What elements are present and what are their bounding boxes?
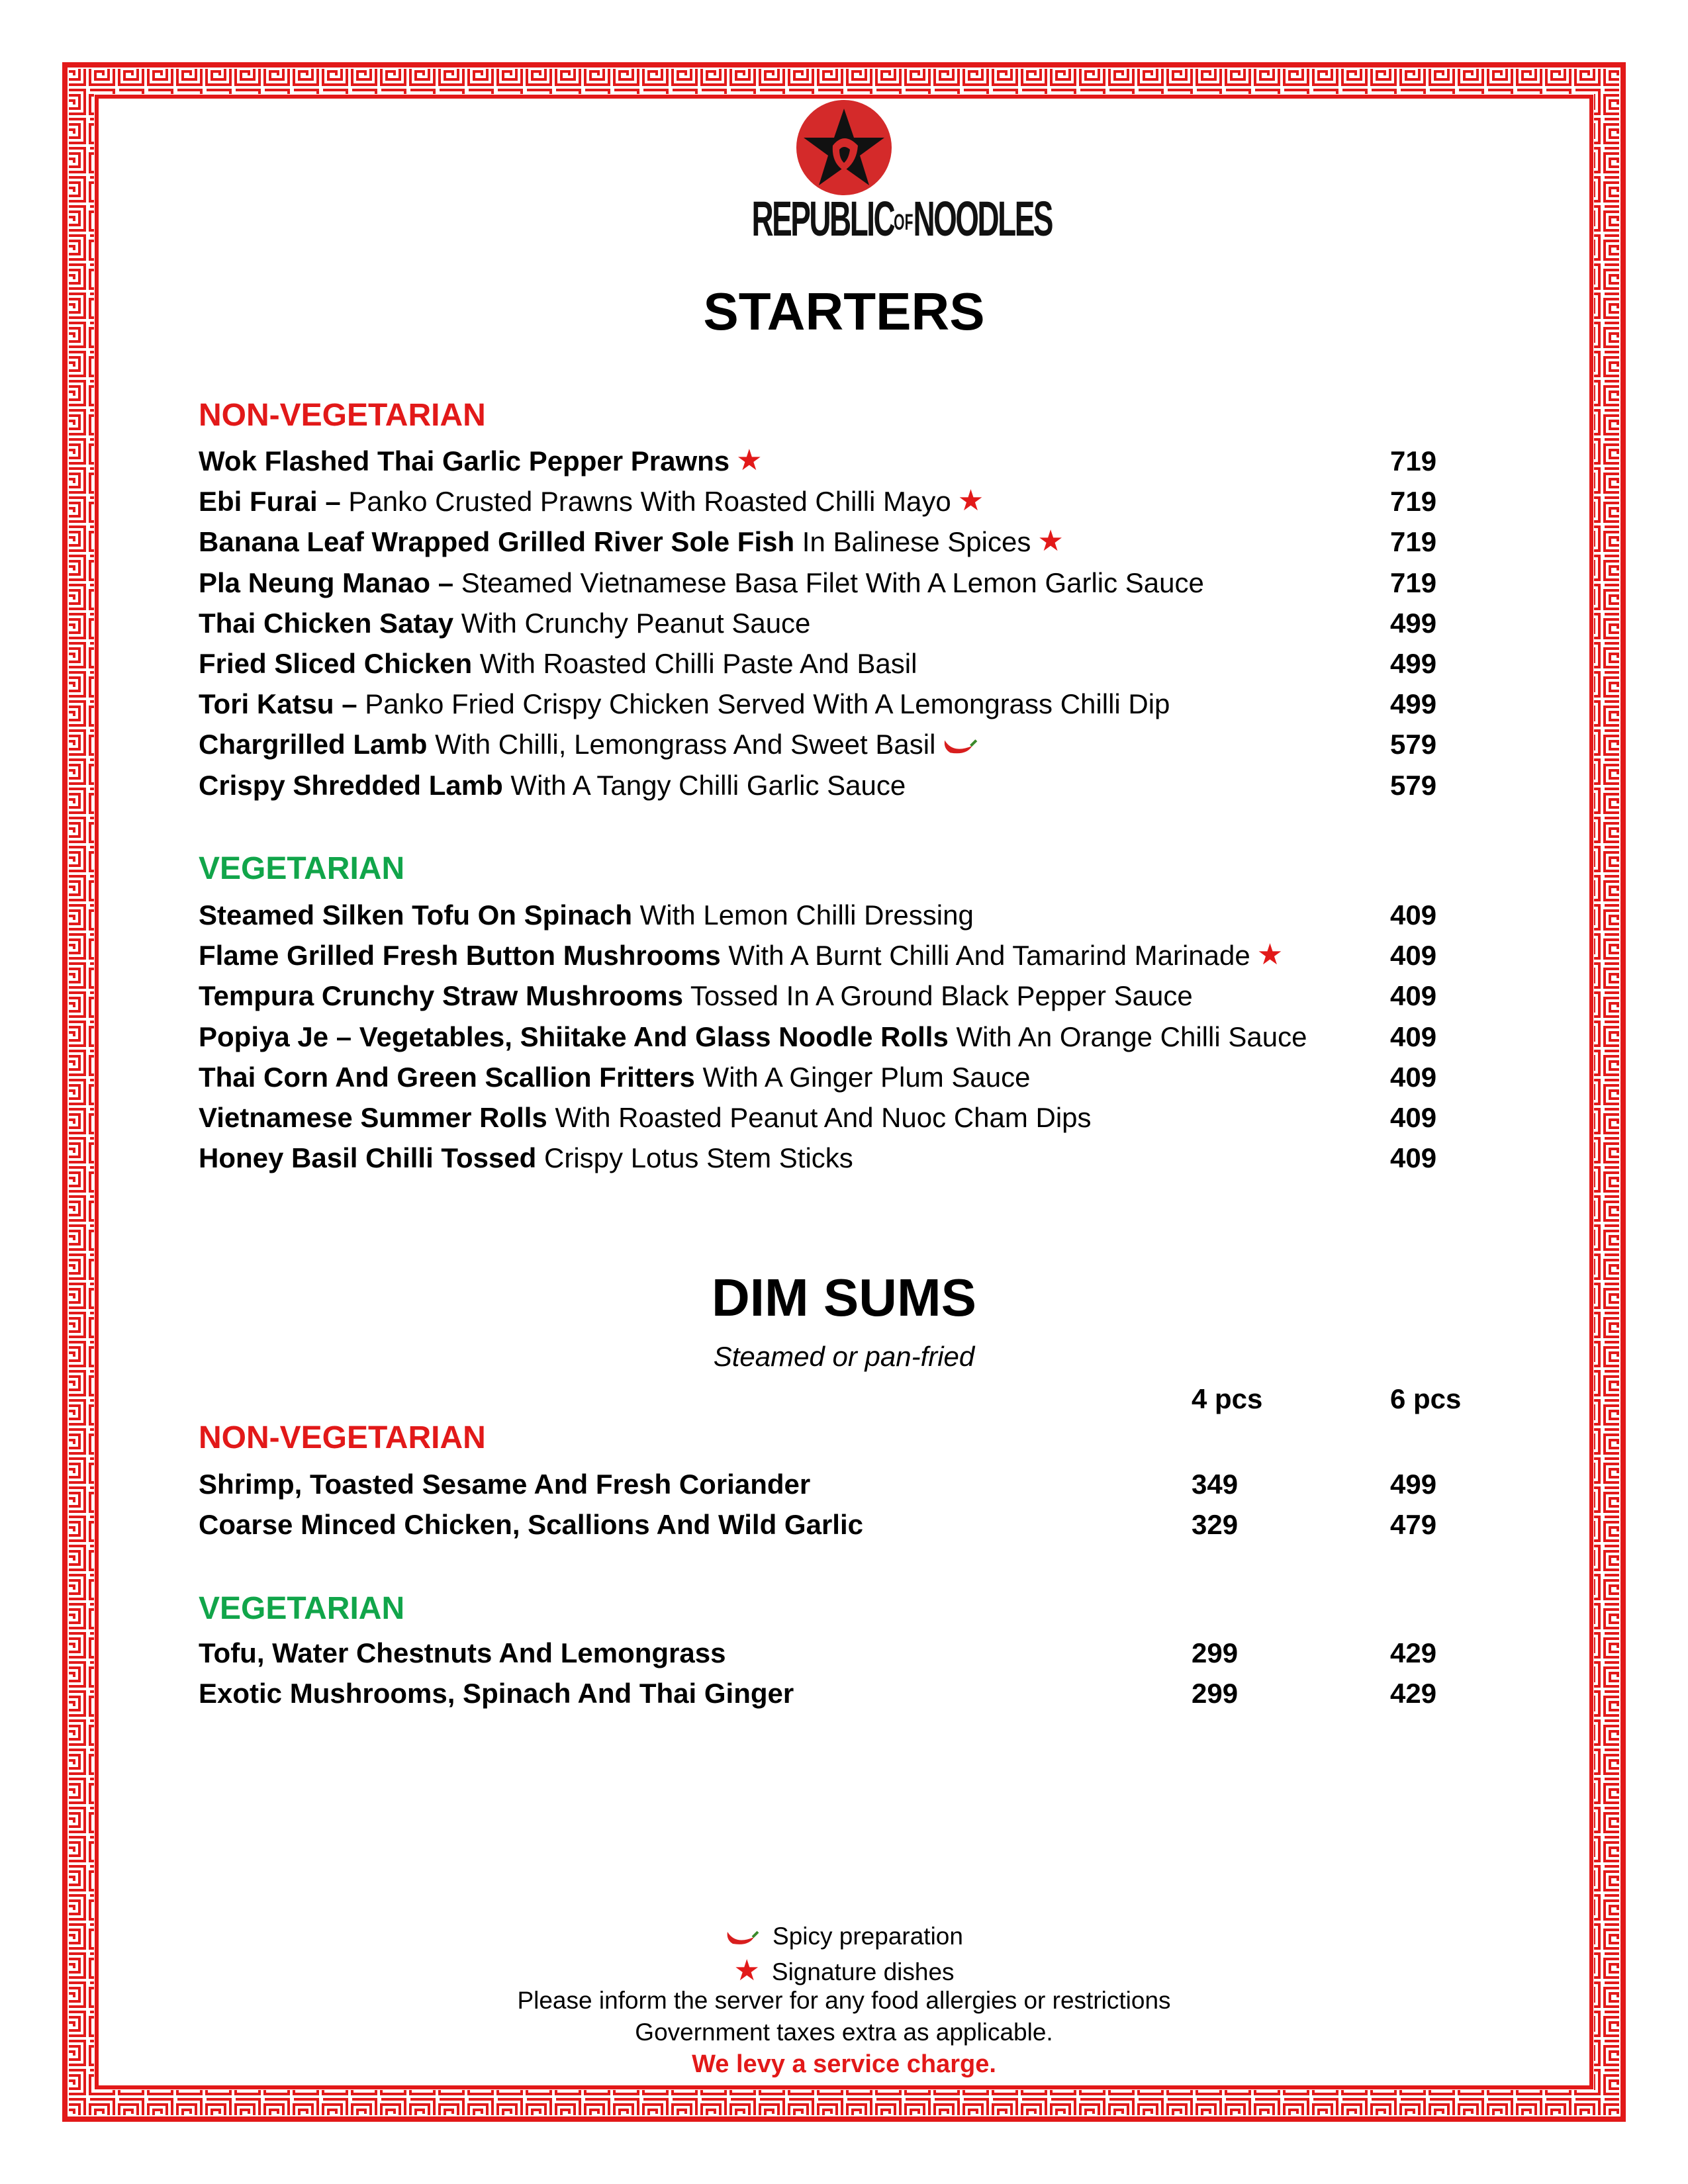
dimsum-item-name: Tofu, Water Chestnuts And Lemongrass	[199, 1637, 726, 1668]
menu-item	[199, 525, 1064, 558]
menu-item-price: 719	[1390, 567, 1437, 598]
menu-item	[199, 607, 811, 639]
menu-item	[199, 769, 906, 801]
star-icon: ★	[736, 443, 763, 477]
subhead-starters-nonveg: NON-VEGETARIAN	[199, 398, 486, 433]
menu-item-price: 579	[1390, 769, 1437, 801]
menu-item-name: Fried Sliced Chicken	[199, 648, 473, 679]
menu-item	[199, 443, 763, 477]
dimsums-col-4pcs: 4 pcs	[1192, 1383, 1263, 1414]
menu-item-name: Ebi Furai –	[199, 486, 341, 518]
menu-item-price: 409	[1390, 1102, 1437, 1133]
menu-item	[199, 731, 979, 758]
menu-item	[199, 1104, 1092, 1132]
dimsums-subtitle: Steamed or pan-fried	[713, 1341, 975, 1372]
menu-item	[199, 901, 974, 929]
menu-item-name: Steamed Silken Tofu On Spinach	[199, 899, 632, 931]
dimsum-price-6pcs: 479	[1390, 1509, 1437, 1540]
menu-item-description: Panko Fried Crispy Chicken Served With A Lemongrass Chilli Dip	[357, 688, 1170, 720]
menu-item	[199, 1023, 1307, 1051]
dimsum-price-4pcs: 299	[1192, 1637, 1239, 1668]
menu-item-price: 719	[1390, 486, 1437, 518]
menu-item-price: 409	[1390, 1142, 1437, 1174]
star-icon: ★	[1037, 525, 1064, 558]
menu-item	[199, 1061, 1031, 1093]
menu-item-description: Crispy Lotus Stem Sticks	[536, 1142, 853, 1174]
menu-item-description: With Lemon Chilli Dressing	[632, 899, 974, 931]
menu-item-description: With A Burnt Chilli And Tamarind Marinade	[720, 940, 1250, 972]
menu-item-name: Vietnamese Summer Rolls	[199, 1102, 547, 1133]
menu-item-description: With A Ginger Plum Sauce	[694, 1061, 1031, 1093]
menu-item-price: 499	[1390, 648, 1437, 679]
menu-item-price: 409	[1390, 1021, 1437, 1052]
chilli-icon	[725, 1928, 761, 1948]
dimsum-price-6pcs: 429	[1390, 1678, 1437, 1709]
menu-item	[199, 982, 1193, 1010]
allergy-note: Please inform the server for any food allergies or restrictions	[517, 1987, 1171, 2014]
menu-item	[199, 938, 1284, 972]
taxes-note: Government taxes extra as applicable.	[635, 2019, 1053, 2046]
subhead-dimsums-nonveg: NON-VEGETARIAN	[199, 1420, 486, 1455]
star-icon: ★	[957, 484, 984, 518]
legend-signature: ★ Signature dishes	[733, 1954, 955, 1987]
menu-item-name: Banana Leaf Wrapped Grilled River Sole Fish	[199, 526, 795, 558]
menu-item-name: Tempura Crunchy Straw Mushrooms	[199, 980, 684, 1012]
menu-item-description: With Roasted Peanut And Nuoc Cham Dips	[547, 1102, 1092, 1133]
section-title-dimsums: DIM SUMS	[712, 1268, 976, 1327]
menu-item-name: Thai Chicken Satay	[199, 607, 454, 639]
menu-item-description: Steamed Vietnamese Basa Filet With A Lemon Garlic Sauce	[453, 567, 1204, 598]
menu-item-description: With Roasted Chilli Paste And Basil	[472, 648, 917, 679]
menu-item-price: 499	[1390, 607, 1437, 639]
menu-item	[199, 569, 1204, 597]
dimsum-price-4pcs: 299	[1192, 1678, 1239, 1709]
menu-item	[199, 484, 984, 518]
menu-item-description: With A Tangy Chilli Garlic Sauce	[502, 769, 906, 801]
chilli-icon	[942, 736, 979, 757]
menu-item-price: 409	[1390, 980, 1437, 1012]
service-charge-note: We levy a service charge.	[692, 2050, 996, 2078]
brand-logo	[796, 99, 892, 196]
dimsum-price-4pcs: 349	[1192, 1469, 1239, 1500]
menu-item-description: With An Orange Chilli Sauce	[948, 1021, 1307, 1052]
menu-item-description: With Chilli, Lemongrass And Sweet Basil	[427, 729, 936, 760]
dimsums-col-6pcs: 6 pcs	[1390, 1383, 1462, 1414]
menu-item	[199, 1144, 853, 1172]
menu-item-name: Pla Neung Manao –	[199, 567, 454, 598]
subhead-starters-veg: VEGETARIAN	[199, 851, 405, 886]
menu-item-name: Crispy Shredded Lamb	[199, 769, 503, 801]
dimsum-item-name: Shrimp, Toasted Sesame And Fresh Coriander	[199, 1469, 811, 1500]
dimsum-price-4pcs: 329	[1192, 1509, 1239, 1540]
menu-item-name: Thai Corn And Green Scallion Fritters	[199, 1061, 695, 1093]
subhead-dimsums-veg: VEGETARIAN	[199, 1591, 405, 1626]
star-icon: ★	[733, 1954, 760, 1987]
menu-item	[199, 690, 1170, 718]
menu-item-price: 499	[1390, 688, 1437, 720]
menu-item-price: 719	[1390, 445, 1437, 477]
star-icon: ★	[1256, 938, 1284, 972]
dimsum-price-6pcs: 429	[1390, 1637, 1437, 1668]
legend-spicy: Spicy preparation	[0, 1923, 1688, 1950]
menu-item-description: With Crunchy Peanut Sauce	[453, 607, 811, 639]
menu-item-price: 579	[1390, 729, 1437, 760]
menu-item-name: Wok Flashed Thai Garlic Pepper Prawns	[199, 445, 730, 477]
menu-item-name: Chargrilled Lamb	[199, 729, 428, 760]
dimsum-item-name: Coarse Minced Chicken, Scallions And Wild Garlic	[199, 1509, 863, 1540]
dimsum-item-name: Exotic Mushrooms, Spinach And Thai Ginger	[199, 1678, 794, 1709]
menu-item-description: Panko Crusted Prawns With Roasted Chilli Mayo	[340, 486, 951, 518]
menu-item-price: 719	[1390, 526, 1437, 558]
menu-item-price: 409	[1390, 940, 1437, 972]
section-title-starters: STARTERS	[703, 282, 985, 341]
menu-item-name: Tori Katsu –	[199, 688, 357, 720]
menu-item-name: Popiya Je – Vegetables, Shiitake And Glass Noodle Rolls	[199, 1021, 949, 1052]
menu-item-description: In Balinese Spices	[794, 526, 1031, 558]
menu-item-price: 409	[1390, 1061, 1437, 1093]
menu-item-price: 409	[1390, 899, 1437, 931]
menu-item	[199, 650, 917, 678]
brand-wordmark: REPUBLICOFNOODLES	[751, 191, 1052, 246]
menu-item-name: Flame Grilled Fresh Button Mushrooms	[199, 940, 721, 972]
dimsum-price-6pcs: 499	[1390, 1469, 1437, 1500]
menu-item-name: Honey Basil Chilli Tossed	[199, 1142, 537, 1174]
menu-item-description: Tossed In A Ground Black Pepper Sauce	[683, 980, 1193, 1012]
